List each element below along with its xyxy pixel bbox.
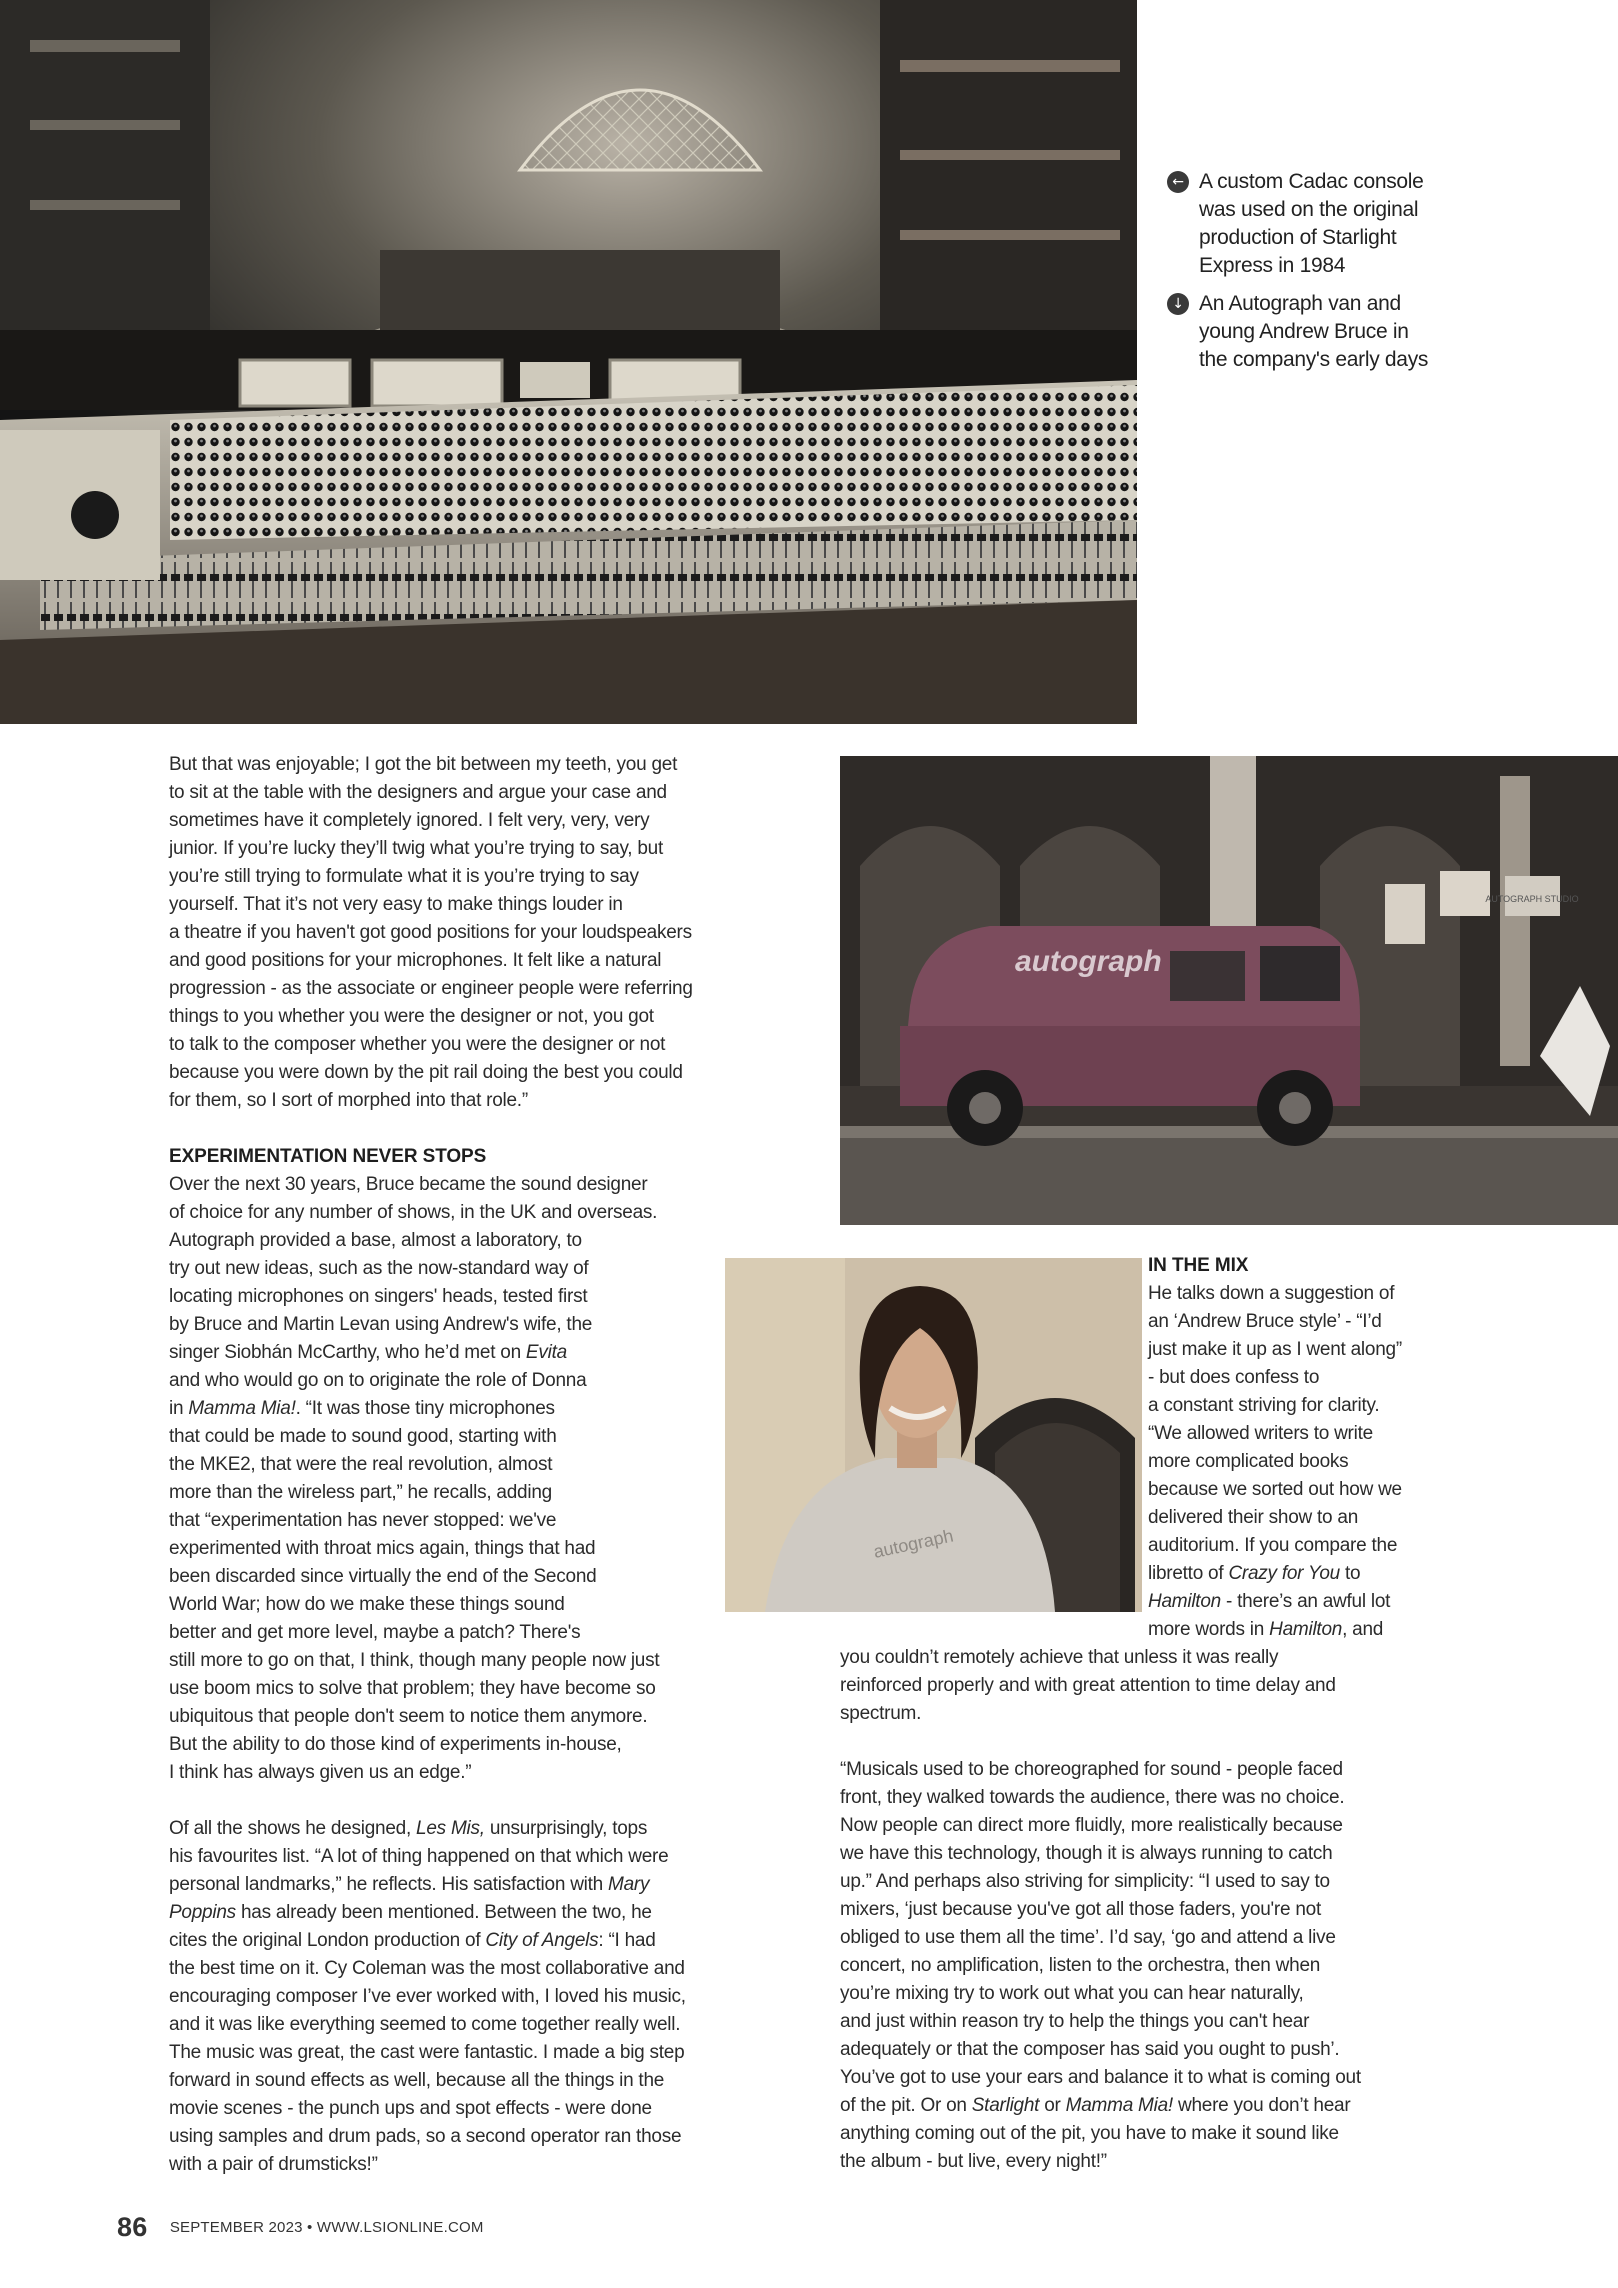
text-segment: front, they walked towards the audience, there was no choice.: [840, 1787, 1345, 1808]
paragraph-gap: [169, 1787, 779, 1815]
text-line: [169, 1283, 779, 1311]
text-line: [169, 751, 779, 779]
paragraph-1: [169, 751, 779, 1115]
text-segment: and just within reason try to help the things you can't hear: [840, 2011, 1310, 2032]
paragraph-gap: [840, 1728, 1450, 1756]
italic-title: Mamma Mia!: [188, 1398, 296, 1419]
text-line: [840, 1980, 1450, 2008]
text-line: [840, 1672, 1450, 1700]
text-segment: experimented with throat mics again, things that had: [169, 1538, 596, 1559]
text-line: [169, 1395, 779, 1423]
text-line: [169, 1003, 779, 1031]
text-segment: a theatre if you haven't got good positions for your loudspeakers: [169, 922, 692, 943]
paragraph-5: [840, 1756, 1450, 2176]
italic-title: Mamma Mia!: [1065, 2095, 1173, 2116]
italic-title: City of Angels: [485, 1930, 599, 1951]
text-segment: unsurprisingly, tops: [484, 1818, 648, 1839]
text-segment: just make it up as I went along”: [1148, 1339, 1402, 1360]
italic-title: Hamilton: [1269, 1619, 1343, 1640]
text-segment: was used on the original: [1199, 198, 1419, 221]
text-segment: been discarded since virtually the end of the Second: [169, 1566, 597, 1587]
text-segment: anything coming out of the pit, you have to make it sound like: [840, 2123, 1339, 2144]
text-line: [169, 1199, 779, 1227]
text-segment: because we sorted out how we: [1148, 1479, 1402, 1500]
text-line: [840, 1952, 1450, 1980]
italic-title: Les Mis,: [416, 1818, 485, 1839]
text-segment: of choice for any number of shows, in the UK and overseas.: [169, 1202, 658, 1223]
text-line: [1148, 1420, 1448, 1448]
text-segment: locating microphones on singers' heads, tested first: [169, 1286, 588, 1307]
text-segment: an ‘Andrew Bruce style’ - “I’d: [1148, 1311, 1382, 1332]
text-segment: But the ability to do those kind of experiments in-house,: [169, 1734, 622, 1755]
text-segment: the album - but live, every night!”: [840, 2151, 1107, 2172]
text-segment: World War; how do we make these things sound: [169, 1594, 565, 1615]
text-line: [169, 947, 779, 975]
text-line: [840, 1840, 1450, 1868]
text-line: [1148, 1532, 1448, 1560]
text-segment: by Bruce and Martin Levan using Andrew's wife, the: [169, 1314, 593, 1335]
text-line: [169, 1591, 779, 1619]
text-line: [169, 1955, 779, 1983]
text-line: [840, 1784, 1450, 1812]
text-line: [169, 1731, 779, 1759]
text-line: [169, 1507, 779, 1535]
text-segment: junior. If you’re lucky they’ll twig what you’re trying to say, but: [169, 838, 664, 859]
text-segment: encouraging composer I’ve ever worked with, I loved his music,: [169, 1986, 686, 2007]
text-segment: Express in 1984: [1199, 254, 1346, 277]
paragraph-3: [169, 1815, 779, 2179]
text-line: [840, 1868, 1450, 1896]
text-segment: adequately or that the composer has said you ought to push’.: [840, 2039, 1340, 2060]
text-line: [169, 1675, 779, 1703]
text-line: [169, 1871, 779, 1899]
text-line: [169, 807, 779, 835]
text-segment: progression - as the associate or engineer people were referring: [169, 978, 693, 999]
text-line: [169, 1535, 779, 1563]
text-line: [840, 2092, 1450, 2120]
paragraph-4-end: [840, 1644, 1450, 1728]
text-line: [169, 891, 779, 919]
console-photo: [0, 0, 1137, 724]
text-line: [169, 1451, 779, 1479]
section-heading-in-the-mix: IN THE MIX: [1148, 1255, 1249, 1276]
text-segment: to: [1339, 1563, 1361, 1584]
text-segment: : “I had: [598, 1930, 656, 1951]
text-line: [169, 1479, 779, 1507]
text-line: [169, 1983, 779, 2011]
page-number: 86: [117, 2212, 148, 2242]
text-line: [169, 1059, 779, 1087]
text-segment: , and: [1342, 1619, 1384, 1640]
text-segment: “We allowed writers to write: [1148, 1423, 1373, 1444]
text-line: [1148, 1336, 1448, 1364]
text-line: [1148, 1308, 1448, 1336]
text-segment: more words in: [1148, 1619, 1270, 1640]
van-lettering: autograph: [1015, 945, 1162, 978]
italic-title: Starlight: [971, 2095, 1040, 2116]
section-heading-experimentation: EXPERIMENTATION NEVER STOPS: [169, 1146, 487, 1167]
text-segment: for them, so I sort of morphed into that role.”: [169, 1090, 528, 1111]
page-footer: [117, 2212, 484, 2243]
text-segment: “Musicals used to be choreographed for sound - people faced: [840, 1759, 1343, 1780]
text-segment: in: [169, 1398, 189, 1419]
arrow-left-icon: ←: [1167, 171, 1189, 193]
text-line: [840, 1896, 1450, 1924]
text-segment: where you don’t hear: [1172, 2095, 1351, 2116]
text-segment: A custom Cadac console: [1199, 170, 1424, 193]
text-line: [169, 1087, 779, 1115]
text-segment: Over the next 30 years, Bruce became the sound designer: [169, 1174, 648, 1195]
text-segment: singer Siobhán McCarthy, who he’d met on: [169, 1342, 526, 1363]
text-segment: still more to go on that, I think, though many people now just: [169, 1650, 660, 1671]
italic-title: Mary: [608, 1874, 650, 1895]
text-segment: try out new ideas, such as the now-standard way of: [169, 1258, 589, 1279]
text-segment: libretto of: [1148, 1563, 1229, 1584]
text-segment: yourself. That it’s not very easy to make things louder in: [169, 894, 623, 915]
text-segment: his favourites list. “A lot of thing happened on that which were: [169, 1846, 669, 1867]
text-line: [169, 1311, 779, 1339]
text-line: [840, 2064, 1450, 2092]
text-segment: - there’s an awful lot: [1220, 1591, 1391, 1612]
text-segment: Autograph provided a base, almost a laboratory, to: [169, 1230, 582, 1251]
text-segment: I think has always given us an edge.”: [169, 1762, 472, 1783]
text-segment: cites the original London production of: [169, 1930, 486, 1951]
console-photo-illustration: [0, 0, 1137, 724]
text-segment: because you were down by the pit rail doing the best you could: [169, 1062, 683, 1083]
text-line: [840, 1756, 1450, 1784]
text-line: [840, 2148, 1450, 2176]
text-segment: and who would go on to originate the role of Donna: [169, 1370, 587, 1391]
studio-sign-text: AUTOGRAPH STUDIO: [1485, 894, 1579, 904]
text-segment: production of Starlight: [1199, 226, 1397, 249]
text-segment: the company's early days: [1199, 348, 1429, 371]
text-line: [169, 2095, 779, 2123]
text-segment: The music was great, the cast were fantastic. I made a big step: [169, 2042, 685, 2063]
text-line: [1148, 1616, 1448, 1644]
right-column-narrow: [1148, 1252, 1448, 1644]
text-segment: delivered their show to an: [1148, 1507, 1359, 1528]
text-segment: better and get more level, maybe a patch? There's: [169, 1622, 581, 1643]
text-segment: the best time on it. Cy Coleman was the most collaborative and: [169, 1958, 685, 1979]
text-segment: ubiquitous that people don't seem to notice them anymore.: [169, 1706, 648, 1727]
text-line: [169, 1367, 779, 1395]
text-segment: of the pit. Or on: [840, 2095, 972, 2116]
text-line: [169, 2151, 779, 2179]
text-segment: to sit at the table with the designers and argue your case and: [169, 782, 667, 803]
text-line: [1148, 1448, 1448, 1476]
text-segment: things to you whether you were the designer or not, you got: [169, 1006, 654, 1027]
text-line: [840, 1644, 1450, 1672]
van-caption-text: [1199, 290, 1467, 374]
text-segment: a constant striving for clarity.: [1148, 1395, 1380, 1416]
text-segment: auditorium. If you compare the: [1148, 1535, 1398, 1556]
text-segment: you’re mixing try to work out what you can hear naturally,: [840, 1983, 1304, 2004]
text-segment: using samples and drum pads, so a second operator ran those: [169, 2126, 682, 2147]
text-segment: concert, no amplification, listen to the orchestra, then when: [840, 1955, 1321, 1976]
text-line: [169, 1227, 779, 1255]
text-line: [169, 779, 779, 807]
text-line: [1199, 168, 1467, 196]
text-line: [169, 1927, 779, 1955]
text-line: [169, 1619, 779, 1647]
text-line: [1199, 224, 1467, 252]
text-segment: has already been mentioned. Between the two, he: [235, 1902, 652, 1923]
text-line: [169, 1563, 779, 1591]
text-line: [840, 2036, 1450, 2064]
text-line: [1199, 196, 1467, 224]
text-segment: spectrum.: [840, 1703, 922, 1724]
text-segment: You’ve got to use your ears and balance it to what is coming out: [840, 2067, 1361, 2088]
text-line: [1199, 290, 1467, 318]
text-segment: reinforced properly and with great attention to time delay and: [840, 1675, 1336, 1696]
text-segment: mixers, ‘just because you've got all those faders, you're not: [840, 1899, 1321, 1920]
paragraph-2: [169, 1171, 779, 1787]
text-segment: But that was enjoyable; I got the bit between my teeth, you get: [169, 754, 678, 775]
text-line: [169, 1339, 779, 1367]
text-line: [169, 919, 779, 947]
text-segment: . “It was those tiny microphones: [295, 1398, 555, 1419]
italic-title: Crazy for You: [1228, 1563, 1340, 1584]
text-line: [840, 1812, 1450, 1840]
text-line: [169, 1843, 779, 1871]
text-segment: with a pair of drumsticks!”: [169, 2154, 378, 2175]
italic-title: Evita: [525, 1342, 567, 1363]
text-segment: Of all the shows he designed,: [169, 1818, 417, 1839]
text-line: [169, 1759, 779, 1787]
text-segment: you couldn’t remotely achieve that unless it was really: [840, 1647, 1279, 1668]
text-line: [169, 2011, 779, 2039]
text-line: [1148, 1588, 1448, 1616]
text-line: [169, 863, 779, 891]
paragraph-4-start: [1148, 1280, 1448, 1644]
portrait-illustration: [725, 1258, 1142, 1612]
text-segment: He talks down a suggestion of: [1148, 1283, 1395, 1304]
console-caption: [1167, 168, 1467, 280]
text-line: [169, 1423, 779, 1451]
text-line: [169, 1255, 779, 1283]
left-column: [169, 751, 779, 2179]
andrew-bruce-photo: [725, 1258, 1142, 1612]
text-segment: that “experimentation has never stopped: we've: [169, 1510, 557, 1531]
text-line: [840, 2120, 1450, 2148]
text-line: [1199, 346, 1467, 374]
text-segment: Now people can direct more fluidly, more realistically because: [840, 1815, 1343, 1836]
text-segment: the MKE2, that were the real revolution, almost: [169, 1454, 553, 1475]
text-segment: that could be made to sound good, starting with: [169, 1426, 557, 1447]
text-segment: up.” And perhaps also striving for simplicity: “I used to say to: [840, 1871, 1330, 1892]
italic-title: Hamilton: [1148, 1591, 1221, 1612]
text-line: [169, 975, 779, 1003]
text-segment: and good positions for your microphones. It felt like a natural: [169, 950, 662, 971]
text-line: [840, 2008, 1450, 2036]
text-segment: young Andrew Bruce in: [1199, 320, 1409, 343]
text-segment: personal landmarks,” he reflects. His satisfaction with: [169, 1874, 609, 1895]
text-segment: use boom mics to solve that problem; they have become so: [169, 1678, 656, 1699]
van-caption: [1167, 290, 1467, 374]
text-segment: more complicated books: [1148, 1451, 1349, 1472]
text-segment: and it was like everything seemed to come together really well.: [169, 2014, 681, 2035]
italic-title: Poppins: [169, 1902, 236, 1923]
text-segment: to talk to the composer whether you were the designer or not: [169, 1034, 666, 1055]
text-segment: sometimes have it completely ignored. I felt very, very, very: [169, 810, 650, 831]
van-photo-illustration: [840, 756, 1618, 1225]
text-segment: movie scenes - the punch ups and spot effects - were done: [169, 2098, 652, 2119]
text-line: [169, 835, 779, 863]
text-line: [169, 1647, 779, 1675]
text-line: [169, 2067, 779, 2095]
shirt-lettering: autograph: [871, 1525, 956, 1562]
text-line: [1148, 1392, 1448, 1420]
console-caption-text: [1199, 168, 1467, 280]
text-line: [169, 1899, 779, 1927]
text-segment: obliged to use them all the time’. I’d say, ‘go and attend a live: [840, 1927, 1336, 1948]
text-segment: more than the wireless part,” he recalls, adding: [169, 1482, 552, 1503]
text-line: [169, 1815, 779, 1843]
text-segment: An Autograph van and: [1199, 292, 1401, 315]
paragraph-gap: [169, 1115, 779, 1143]
text-line: [1199, 252, 1467, 280]
text-segment: we have this technology, though it is always running to catch: [840, 1843, 1333, 1864]
text-segment: you’re still trying to formulate what it is you’re trying to say: [169, 866, 639, 887]
text-line: [1148, 1364, 1448, 1392]
right-column-wide: [840, 1644, 1450, 2176]
text-line: [169, 1031, 779, 1059]
arrow-down-icon: ↓: [1167, 293, 1189, 315]
text-line: [169, 1171, 779, 1199]
text-line: [1148, 1280, 1448, 1308]
text-segment: - but does confess to: [1148, 1367, 1320, 1388]
text-line: [169, 2123, 779, 2151]
text-segment: forward in sound effects as well, because all the things in the: [169, 2070, 665, 2091]
text-line: [1199, 318, 1467, 346]
text-line: [840, 1924, 1450, 1952]
van-photo: [840, 756, 1618, 1225]
text-line: [840, 1700, 1450, 1728]
issue-and-website: SEPTEMBER 2023 • WWW.LSIONLINE.COM: [169, 2219, 484, 2236]
text-line: [1148, 1504, 1448, 1532]
text-line: [1148, 1560, 1448, 1588]
text-line: [1148, 1476, 1448, 1504]
text-segment: or: [1039, 2095, 1066, 2116]
text-line: [169, 2039, 779, 2067]
text-line: [169, 1703, 779, 1731]
